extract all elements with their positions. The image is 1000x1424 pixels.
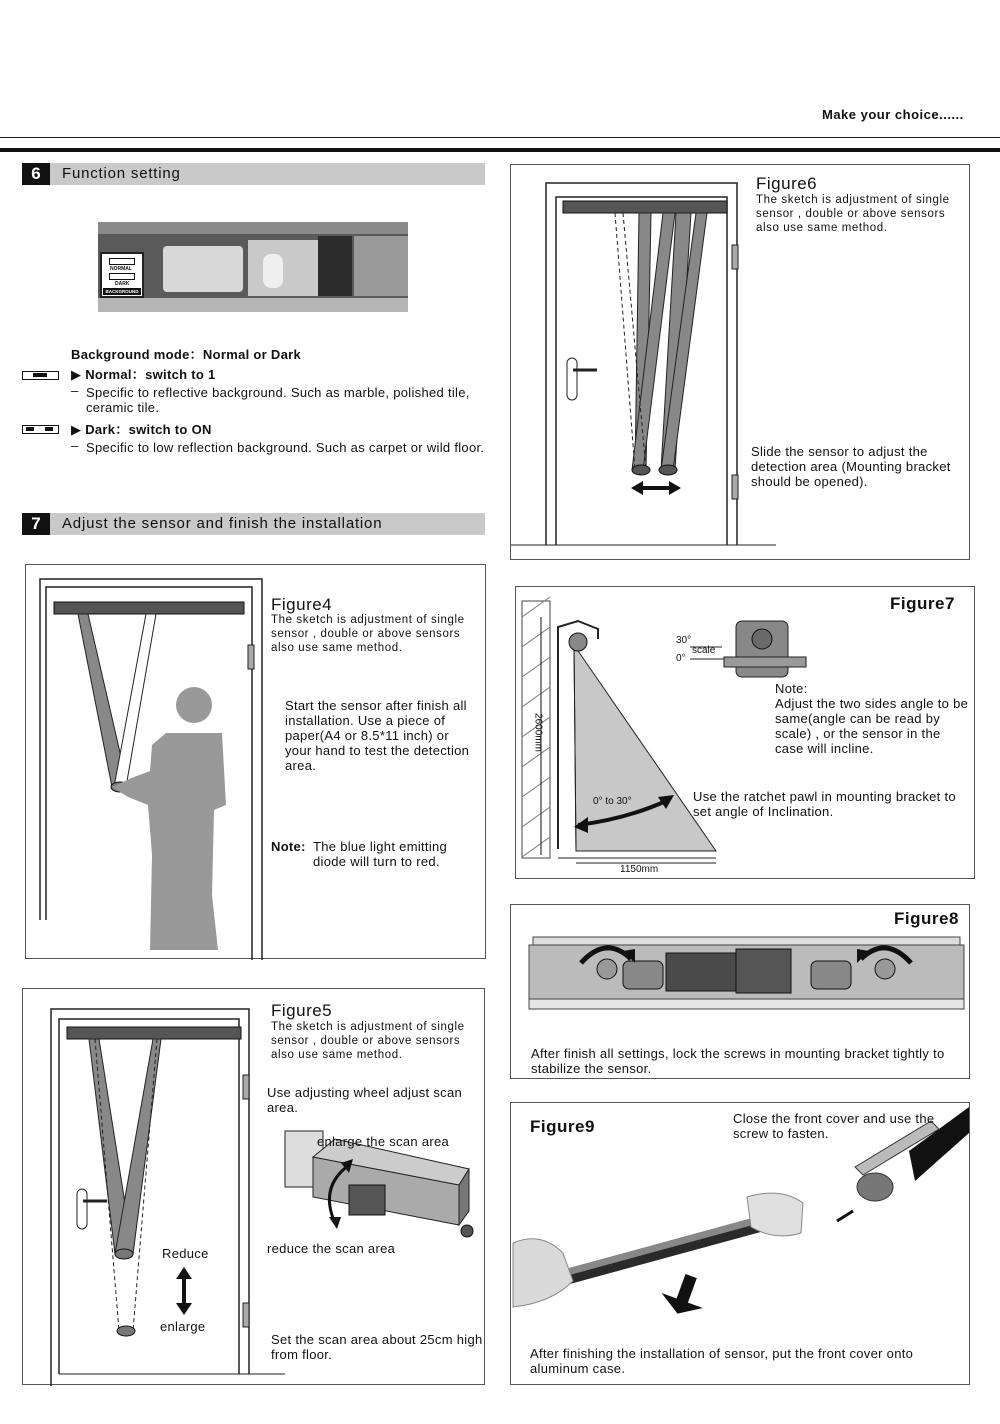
figure7-note-text: Adjust the two sides angle to be same(angle can be read by scale) , or the sensor in the case will incline. [775, 696, 969, 756]
figure7-angle-range: 0° to 30° [593, 796, 632, 807]
figure6-box [510, 164, 970, 560]
figure7-deg0: 0° [676, 653, 686, 664]
figure6-slide-text: Slide the sensor to adjust the detection area (Mounting bracket should be opened). [751, 444, 951, 489]
figure9-final-text: After finishing the installation of sensor, put the front cover onto aluminum case. [530, 1346, 914, 1376]
figure5-title: Figure5 [271, 1001, 333, 1020]
figure4-box [25, 564, 486, 959]
figure4-note-label: Note: [271, 839, 306, 854]
function-setting-photo [98, 222, 408, 312]
section6-title: Function setting [62, 165, 181, 182]
figure5-box [22, 988, 485, 1385]
section7-number: 7 [22, 513, 50, 535]
figure4-instruction: Start the sensor after finish all installation. Use a piece of paper(A4 or 8.5*11 inch) or your hand to test the detection area. [285, 698, 470, 773]
figure7-title: Figure7 [890, 594, 955, 613]
figure5-reduce: Reduce [162, 1246, 209, 1261]
figure8-title: Figure8 [894, 909, 959, 928]
panel-dark-label: DARK [115, 281, 130, 287]
dash-icon: – [71, 383, 79, 398]
section6-number: 6 [22, 163, 50, 185]
header-rule-thin [0, 137, 1000, 138]
figure5-enlarge-area: enlarge the scan area [317, 1134, 450, 1149]
figure7-width-dim: 1150mm [620, 864, 659, 875]
switch-dark-icon [22, 425, 59, 434]
figure5-wheel-text: Use adjusting wheel adjust scan area. [267, 1085, 463, 1115]
figure8-lock-text: After finish all settings, lock the screws in mounting bracket tightly to stabilize the sensor. [531, 1046, 945, 1076]
switch-normal-icon [22, 371, 59, 380]
figure6-title: Figure6 [756, 174, 818, 193]
dash-icon: – [71, 438, 79, 453]
dark-title: ▶ Dark：switch to ON [71, 422, 212, 437]
section7-heading [22, 513, 485, 535]
figure7-scale: scale [692, 645, 716, 656]
background-mode-title: Background mode：Normal or Dark [71, 347, 302, 362]
figure7-box [515, 586, 975, 879]
dark-desc: Specific to low reflection background. Such as carpet or wild floor. [86, 440, 485, 455]
normal-title: ▶ Normal：switch to 1 [71, 367, 216, 382]
figure9-cover-diagram [511, 1103, 971, 1386]
figure5-enlarge: enlarge [160, 1319, 206, 1334]
figure5-reduce-area: reduce the scan area [267, 1241, 396, 1256]
header-rule-thick [0, 148, 1000, 152]
figure9-title: Figure9 [530, 1117, 595, 1136]
figure4-sketch-note: The sketch is adjustment of single sensor , double or above sensors also use same method. [271, 614, 465, 654]
figure5-height-text: Set the scan area about 25cm high from floor. [271, 1332, 483, 1362]
figure5-sketch-note: The sketch is adjustment of single sensor , double or above sensors also use same method. [271, 1021, 465, 1061]
figure4-note-text: The blue light emitting diode will turn to red. [313, 839, 448, 869]
figure6-sketch-note: The sketch is adjustment of single sensor , double or above sensors also use same method. [756, 194, 950, 234]
header-tagline: Make your choice...... [822, 107, 964, 122]
figure9-box [510, 1102, 970, 1385]
figure7-note-title: Note: [775, 681, 808, 696]
figure8-box [510, 904, 970, 1079]
figure7-deg30: 30° [676, 635, 692, 646]
panel-background-label: BACKGROUND [103, 288, 141, 295]
panel-normal-label: NORMAL [110, 266, 132, 272]
section7-title: Adjust the sensor and finish the installation [62, 515, 383, 532]
section6-heading [22, 163, 485, 185]
figure7-ratchet-text: Use the ratchet pawl in mounting bracket to set angle of Inclination. [693, 789, 956, 819]
figure9-cover-text: Close the front cover and use the screw to fasten. [733, 1111, 935, 1141]
figure4-title: Figure4 [271, 595, 333, 614]
normal-desc: Specific to reflective background. Such as marble, polished tile, ceramic tile. [86, 385, 470, 415]
switch-panel [100, 252, 144, 298]
figure7-height-dim: 2600mm [532, 713, 544, 752]
